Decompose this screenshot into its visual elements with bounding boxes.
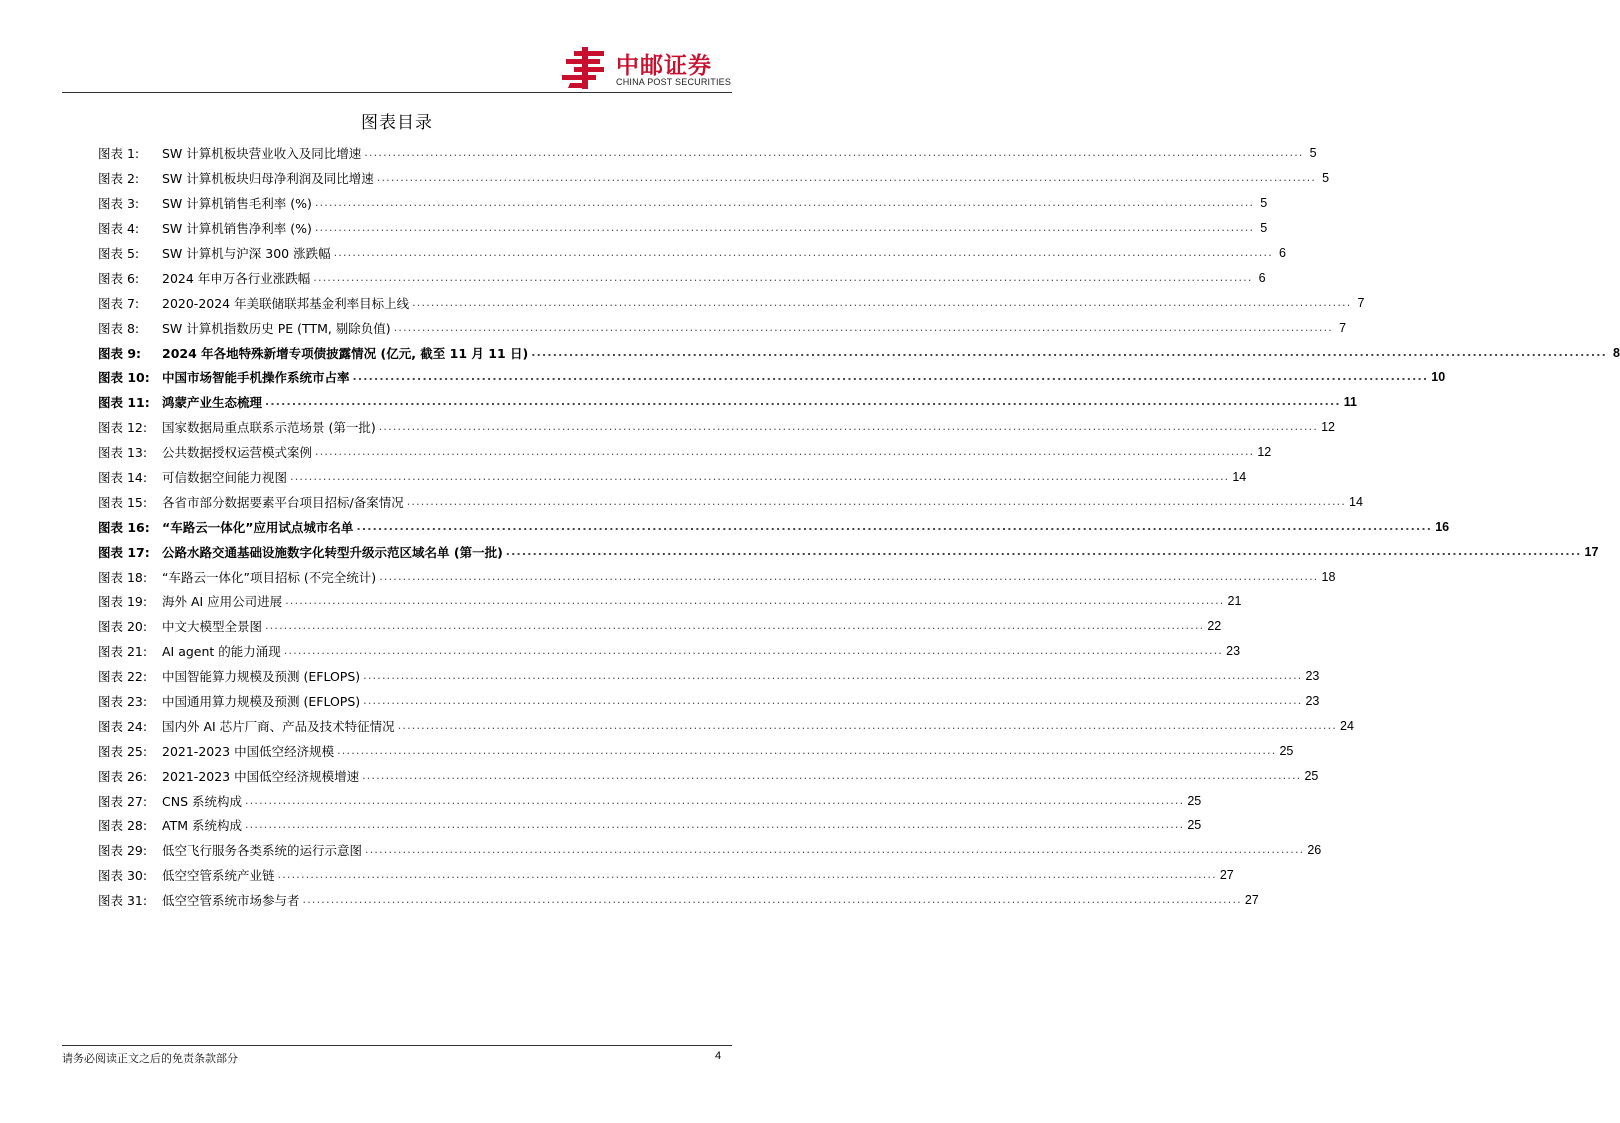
toc-entry-label: 图表 3:	[98, 196, 140, 212]
toc-dot-leader: ........................................................................................................................................................................................................	[314, 221, 1255, 235]
toc-entry-label: 图表 29:	[98, 843, 148, 859]
china-post-logo-icon	[560, 47, 610, 89]
toc-entry-page: 18	[1321, 569, 1336, 584]
toc-entry-title: SW 计算机销售净利率 (%)	[162, 221, 312, 237]
footer-page-number: 4	[715, 1050, 722, 1062]
toc-entry-page: 23	[1305, 669, 1320, 684]
toc-entry[interactable]	[98, 564, 1336, 589]
toc-entry-title: AI agent 的能力涌现	[162, 644, 281, 660]
toc-entry-page: 8	[1613, 345, 1620, 360]
toc-dot-leader: ........................................................................................................................................................................................................	[412, 295, 1352, 309]
toc-dot-leader: ........................................................................................................................................................................................................	[378, 420, 1319, 434]
toc-entry-page: 12	[1257, 445, 1272, 460]
toc-entry-label: 图表 6:	[98, 270, 140, 286]
toc-entry-label: 图表 20:	[98, 619, 148, 635]
toc-entry-label: 图表 9:	[98, 345, 142, 361]
toc-entry-page: 27	[1219, 868, 1234, 883]
toc-entry-label: 图表 26:	[98, 768, 148, 784]
footer-disclaimer: 请务必阅读正文之后的免责条款部分	[62, 1052, 238, 1065]
toc-entry-label: 图表 12:	[98, 420, 148, 436]
toc-entry-title: 低空飞行服务各类系统的运行示意图	[162, 843, 363, 859]
toc-entry-label: 图表 8:	[98, 320, 140, 336]
toc-entry-page: 14	[1232, 470, 1247, 485]
toc-entry-page: 23	[1305, 694, 1320, 709]
toc-entry-title: 中国通用算力规模及预测 (EFLOPS)	[162, 694, 361, 710]
toc-entry-label: 图表 19:	[98, 594, 148, 610]
toc-entry-label: 图表 25:	[98, 743, 148, 759]
toc-dot-leader: ........................................................................................................................................................................................................	[364, 146, 1304, 160]
toc-dot-leader: ........................................................................................................................................................................................................	[376, 171, 1317, 185]
toc-entry[interactable]	[98, 390, 1357, 415]
page-header	[0, 0, 794, 95]
toc-entry-title: 低空空管系统产业链	[162, 868, 275, 884]
toc-dot-leader: ........................................................................................................................................................................................................	[333, 246, 1273, 259]
toc-entry[interactable]	[98, 589, 1242, 614]
toc-entry[interactable]	[98, 713, 1354, 738]
toc-dot-leader: ........................................................................................................................................................................................................	[315, 445, 1255, 459]
toc-entry[interactable]	[98, 813, 1202, 838]
toc-entry-page: 16	[1435, 519, 1450, 534]
toc-entry[interactable]	[98, 216, 1268, 241]
toc-entry-label: 图表 13:	[98, 445, 148, 461]
toc-entry-title: 低空空管系统市场参与者	[162, 893, 300, 909]
toc-entry-label: 图表 14:	[98, 470, 148, 486]
logo-english-name: CHINA POST SECURITIES	[616, 77, 732, 87]
toc-dot-leader: ........................................................................................................................................................................................................	[393, 320, 1334, 334]
toc-dot-leader: ........................................................................................................................................................................................................	[265, 619, 1205, 633]
toc-entry-title: 国家数据局重点联系示范场景 (第一批)	[162, 420, 376, 436]
toc-entry-title: 2021-2023 中国低空经济规模	[162, 743, 335, 759]
toc-entry-title: SW 计算机指数历史 PE (TTM, 剔除负值)	[162, 320, 391, 336]
toc-dot-leader: ........................................................................................................................................................................................................	[302, 893, 1242, 907]
toc-entry-title: “车路云一体化”应用试点城市名单	[162, 519, 354, 535]
toc-entry-title: SW 计算机销售毛利率 (%)	[162, 196, 312, 212]
toc-entry-label: 图表 4:	[98, 221, 140, 237]
toc-entry-title: SW 计算机板块归母净利润及同比增速	[162, 171, 374, 187]
toc-dot-leader: ........................................................................................................................................................................................................	[283, 644, 1224, 658]
toc-entry[interactable]	[98, 614, 1222, 639]
toc-entry-title: 国内外 AI 芯片厂商、产品及技术特征情况	[162, 718, 395, 734]
footer-divider	[62, 1045, 732, 1046]
toc-dot-leader: ........................................................................................................................................................................................................	[244, 818, 1185, 832]
toc-entry-page: 7	[1357, 295, 1365, 310]
toc-entry[interactable]	[98, 166, 1330, 191]
toc-entry-label: 图表 5:	[98, 246, 140, 261]
toc-dot-leader: ........................................................................................................................................................................................................	[313, 270, 1253, 284]
toc-entry[interactable]	[98, 788, 1202, 813]
toc-entry-label: 图表 11:	[98, 395, 150, 411]
toc-entry-page: 5	[1322, 171, 1330, 186]
toc-dot-leader: ........................................................................................................................................................................................................	[363, 694, 1303, 708]
toc-entry-title: “车路云一体化”项目招标 (不完全统计)	[162, 569, 377, 585]
toc-entry-title: ATM 系统构成	[162, 818, 242, 834]
toc-entry-page: 5	[1309, 146, 1317, 161]
toc-entry[interactable]	[98, 365, 1446, 390]
toc-entry-title: 鸿蒙产业生态梳理	[162, 395, 263, 411]
toc-dot-leader: ........................................................................................................................................................................................................	[285, 594, 1225, 608]
toc-entry-label: 图表 24:	[98, 718, 148, 734]
toc-entry-title: 2024 年申万各行业涨跌幅	[162, 270, 311, 286]
toc-entry[interactable]	[98, 315, 1347, 340]
toc-entry[interactable]	[98, 539, 1599, 564]
toc-entry-label: 图表 16:	[98, 519, 150, 535]
toc-entry-page: 5	[1260, 196, 1268, 211]
toc-entry[interactable]	[98, 415, 1335, 440]
toc-dot-leader: ........................................................................................................................................................................................................	[337, 743, 1277, 757]
toc-entry-title: 各省市部分数据要素平台项目招标/备案情况	[162, 494, 404, 510]
toc-entry[interactable]	[98, 838, 1322, 863]
toc-title: 图表目录	[361, 113, 433, 133]
toc-entry-label: 图表 1:	[98, 146, 140, 162]
toc-entry-page: 14	[1349, 494, 1363, 509]
toc-entry-label: 图表 27:	[98, 793, 148, 809]
toc-entry-label: 图表 2:	[98, 171, 140, 187]
toc-entry-title: SW 计算机板块营业收入及同比增速	[162, 146, 362, 162]
toc-dot-leader: ........................................................................................................................................................................................................	[365, 843, 1305, 857]
toc-entry-page: 7	[1339, 320, 1347, 335]
toc-entry-label: 图表 7:	[98, 295, 140, 311]
toc-dot-leader: ........................................................................................................................................................................................................	[406, 494, 1347, 508]
toc-entry-page: 10	[1431, 370, 1446, 385]
toc-dot-leader: ........................................................................................................................................................................................................	[352, 370, 1429, 384]
toc-entry-title: SW 计算机与沪深 300 涨跌幅	[162, 246, 331, 261]
toc-dot-leader: ........................................................................................................................................................................................................	[245, 793, 1185, 807]
toc-entry[interactable]	[98, 689, 1320, 714]
toc-entry-label: 图表 22:	[98, 669, 148, 685]
toc-entry-page: 17	[1584, 544, 1599, 559]
toc-entry-label: 图表 18:	[98, 569, 148, 585]
toc-entry-page: 25	[1304, 768, 1319, 783]
toc-dot-leader: ........................................................................................................................................................................................................	[356, 519, 1433, 533]
toc-entry-page: 25	[1279, 743, 1294, 758]
header-divider	[62, 92, 732, 93]
toc-entry-label: 图表 28:	[98, 818, 148, 834]
logo-chinese-name: 中邮证券	[616, 53, 712, 79]
toc-entry-label: 图表 21:	[98, 644, 148, 660]
toc-entry[interactable]	[98, 489, 1363, 514]
toc-dot-leader: ........................................................................................................................................................................................................	[397, 718, 1338, 732]
toc-entry-title: 2024 年各地特殊新增专项债披露情况 (亿元, 截至 11 月 11 日)	[162, 345, 529, 361]
toc-entry-title: 公共数据授权运营模式案例	[162, 445, 313, 461]
toc-entry-page: 25	[1187, 818, 1202, 833]
toc-entry-title: 可信数据空间能力视图	[162, 470, 288, 486]
china-post-securities-logo	[560, 47, 732, 89]
toc-dot-leader: ........................................................................................................................................................................................................	[265, 395, 1341, 409]
toc-entry[interactable]	[98, 738, 1294, 763]
toc-entry-page: 5	[1260, 221, 1268, 236]
toc-entry-page: 25	[1187, 793, 1202, 808]
toc-entry-label: 图表 10:	[98, 370, 150, 386]
toc-entry-page: 6	[1258, 270, 1266, 285]
toc-entry[interactable]	[98, 265, 1266, 290]
toc-entry[interactable]	[98, 340, 1620, 365]
toc-entry-page: 23	[1226, 644, 1241, 659]
toc-entry-label: 图表 15:	[98, 494, 148, 510]
toc-dot-leader: ........................................................................................................................................................................................................	[290, 470, 1230, 484]
toc-entry-title: CNS 系统构成	[162, 793, 242, 809]
toc-dot-leader: ........................................................................................................................................................................................................	[363, 669, 1303, 683]
toc-entry[interactable]	[98, 141, 1317, 166]
toc-entry-title: 2020-2024 年美联储联邦基金利率目标上线	[162, 295, 410, 311]
toc-entry-label: 图表 30:	[98, 868, 148, 884]
toc-entry[interactable]	[98, 241, 1286, 266]
toc-entry-page: 24	[1340, 718, 1354, 733]
toc-entry-page: 27	[1244, 893, 1259, 908]
toc-entry[interactable]	[98, 639, 1241, 664]
toc-entry[interactable]	[98, 664, 1320, 689]
toc-entry[interactable]	[98, 888, 1259, 913]
toc-entry[interactable]	[98, 863, 1234, 888]
toc-entry-label: 图表 31:	[98, 893, 148, 909]
toc-entry-page: 21	[1227, 594, 1242, 609]
toc-dot-leader: ........................................................................................................................................................................................................	[277, 868, 1217, 882]
toc-entry[interactable]	[98, 763, 1319, 788]
toc-entry-page: 22	[1207, 619, 1222, 634]
toc-list	[98, 141, 1620, 913]
toc-entry-title: 海外 AI 应用公司进展	[162, 594, 283, 610]
toc-entry-page: 11	[1343, 395, 1357, 410]
toc-entry-label: 图表 17:	[98, 544, 150, 560]
toc-entry[interactable]	[98, 440, 1272, 465]
toc-entry[interactable]	[98, 290, 1365, 315]
toc-dot-leader: ........................................................................................................................................................................................................	[531, 345, 1607, 359]
toc-entry[interactable]	[98, 191, 1268, 216]
toc-dot-leader: ........................................................................................................................................................................................................	[314, 196, 1255, 210]
toc-entry-title: 中文大模型全景图	[162, 619, 263, 635]
toc-dot-leader: ........................................................................................................................................................................................................	[379, 569, 1319, 583]
toc-entry-page: 26	[1307, 843, 1322, 858]
toc-dot-leader: ........................................................................................................................................................................................................	[362, 768, 1302, 782]
toc-entry-title: 中国智能算力规模及预测 (EFLOPS)	[162, 669, 361, 685]
toc-entry-label: 图表 23:	[98, 694, 148, 710]
toc-dot-leader: ........................................................................................................................................................................................................	[505, 544, 1582, 558]
toc-entry-title: 公路水路交通基础设施数字化转型升级示范区域名单 (第一批)	[162, 544, 503, 560]
toc-entry-page: 6	[1278, 246, 1286, 260]
toc-entry-title: 中国市场智能手机操作系统市占率	[162, 370, 350, 386]
toc-entry[interactable]	[98, 465, 1247, 490]
toc-entry-title: 2021-2023 中国低空经济规模增速	[162, 768, 360, 784]
toc-entry-page: 12	[1321, 420, 1335, 435]
toc-entry[interactable]	[98, 514, 1450, 539]
